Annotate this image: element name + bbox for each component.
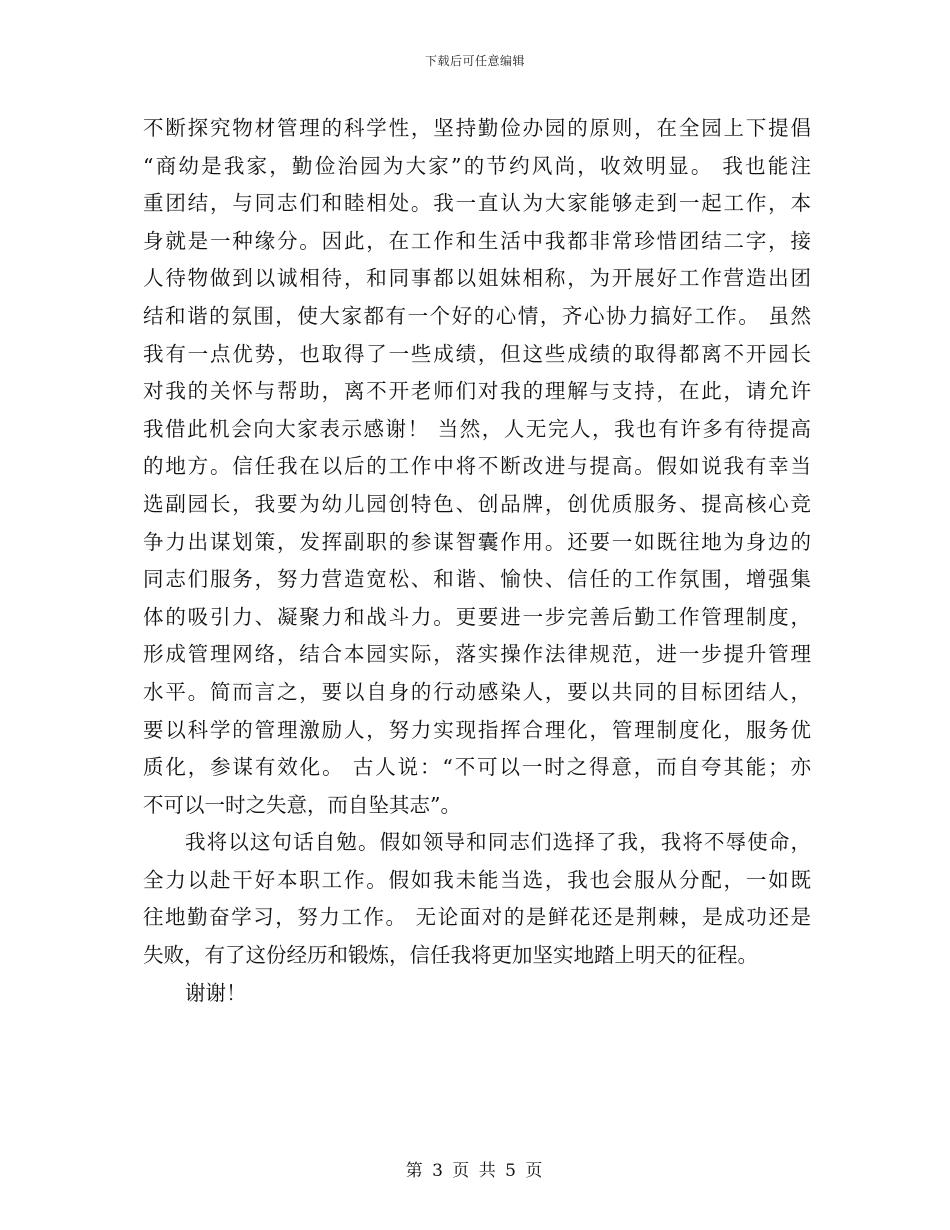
- document-body: [143, 110, 811, 1012]
- text-line: [143, 524, 811, 562]
- text-line: [143, 336, 811, 374]
- text-line: [143, 110, 811, 148]
- page-header: 下载后可任意编辑: [424, 54, 525, 68]
- line-text: 重团结，与同志们和睦相处。我一直认为大家能够走到一起工作，本: [143, 191, 811, 216]
- line-text: 我将以这句话自勉。假如领导和同志们选择了我，我将不辱使命，: [185, 830, 811, 855]
- line-text: 人待物做到以诚相待，和同事都以姐妹相称，为开展好工作营造出团: [143, 266, 811, 291]
- line-text: 质化，参谋有效化。 古人说：“不可以一时之得意，而自夸其能；亦: [143, 755, 811, 780]
- text-line: [143, 148, 811, 186]
- text-line: [143, 712, 811, 750]
- text-line: [143, 411, 811, 449]
- line-text: 对我的关怀与帮助，离不开老师们对我的理解与支持，在此，请允许: [143, 379, 811, 404]
- text-line: [143, 975, 811, 1013]
- line-text: 我有一点优势，也取得了一些成绩，但这些成绩的取得都离不开园长: [143, 341, 811, 366]
- line-text: 要以科学的管理激励人，努力实现指挥合理化，管理制度化，服务优: [143, 717, 811, 742]
- text-line: [143, 937, 811, 975]
- text-line: [143, 749, 811, 787]
- line-text: 往地勤奋学习，努力工作。 无论面对的是鲜花还是荆棘，是成功还是: [143, 905, 811, 930]
- text-line: [143, 448, 811, 486]
- text-line: [143, 223, 811, 261]
- line-text: 形成管理网络，结合本园实际，落实操作法律规范，进一步提升管理: [143, 642, 811, 667]
- paragraph: [143, 824, 811, 974]
- text-line: [143, 824, 811, 862]
- text-line: [143, 636, 811, 674]
- line-text: 的地方。信任我在以后的工作中将不断改进与提高。假如说我有幸当: [143, 454, 811, 479]
- line-text: 我借此机会向大家表示感谢！ 当然，人无完人，我也有许多有待提高: [143, 416, 811, 441]
- paragraph: [143, 110, 811, 824]
- text-line: [143, 561, 811, 599]
- line-text: 结和谐的氛围，使大家都有一个好的心情，齐心协力搞好工作。 虽然: [143, 303, 811, 328]
- page-footer: 第 3 页 共 5 页: [405, 1161, 545, 1181]
- text-line: [143, 674, 811, 712]
- line-text: 失败，有了这份经历和锻炼，信任我将更加坚实地踏上明天的征程。: [143, 943, 758, 968]
- text-line: [143, 298, 811, 336]
- text-line: [143, 599, 811, 637]
- line-text: 全力以赴干好本职工作。假如我未能当选，我也会服从分配，一如既: [143, 867, 811, 892]
- line-text: 体的吸引力、凝聚力和战斗力。更要进一步完善后勤工作管理制度，: [143, 604, 811, 629]
- text-line: [143, 899, 811, 937]
- text-line: [143, 862, 811, 900]
- line-text: 身就是一种缘分。因此，在工作和生活中我都非常珍惜团结二字，接: [143, 228, 811, 253]
- text-line: [143, 185, 811, 223]
- text-line: [143, 260, 811, 298]
- line-text: 争力出谋划策，发挥副职的参谋智囊作用。还要一如既往地为身边的: [143, 529, 811, 554]
- line-text: “商幼是我家，勤俭治园为大家”的节约风尚，收效明显。 我也能注: [143, 153, 811, 178]
- line-text: 不断探究物材管理的科学性，坚持勤俭办园的原则，在全园上下提倡: [143, 116, 811, 140]
- text-line: [143, 486, 811, 524]
- text-line: [143, 787, 811, 825]
- line-text: 不可以一时之失意，而自坠其志”。: [143, 792, 461, 817]
- line-text: 水平。简而言之，要以自身的行动感染人，要以共同的目标团结人，: [143, 679, 811, 704]
- line-text: 选副园长，我要为幼儿园创特色、创品牌，创优质服务、提高核心竞: [143, 491, 811, 516]
- text-line: [143, 373, 811, 411]
- line-text: 同志们服务，努力营造宽松、和谐、愉快、信任的工作氛围，增强集: [143, 567, 811, 592]
- paragraph: [143, 975, 811, 1013]
- line-text: 谢谢！: [185, 980, 247, 1005]
